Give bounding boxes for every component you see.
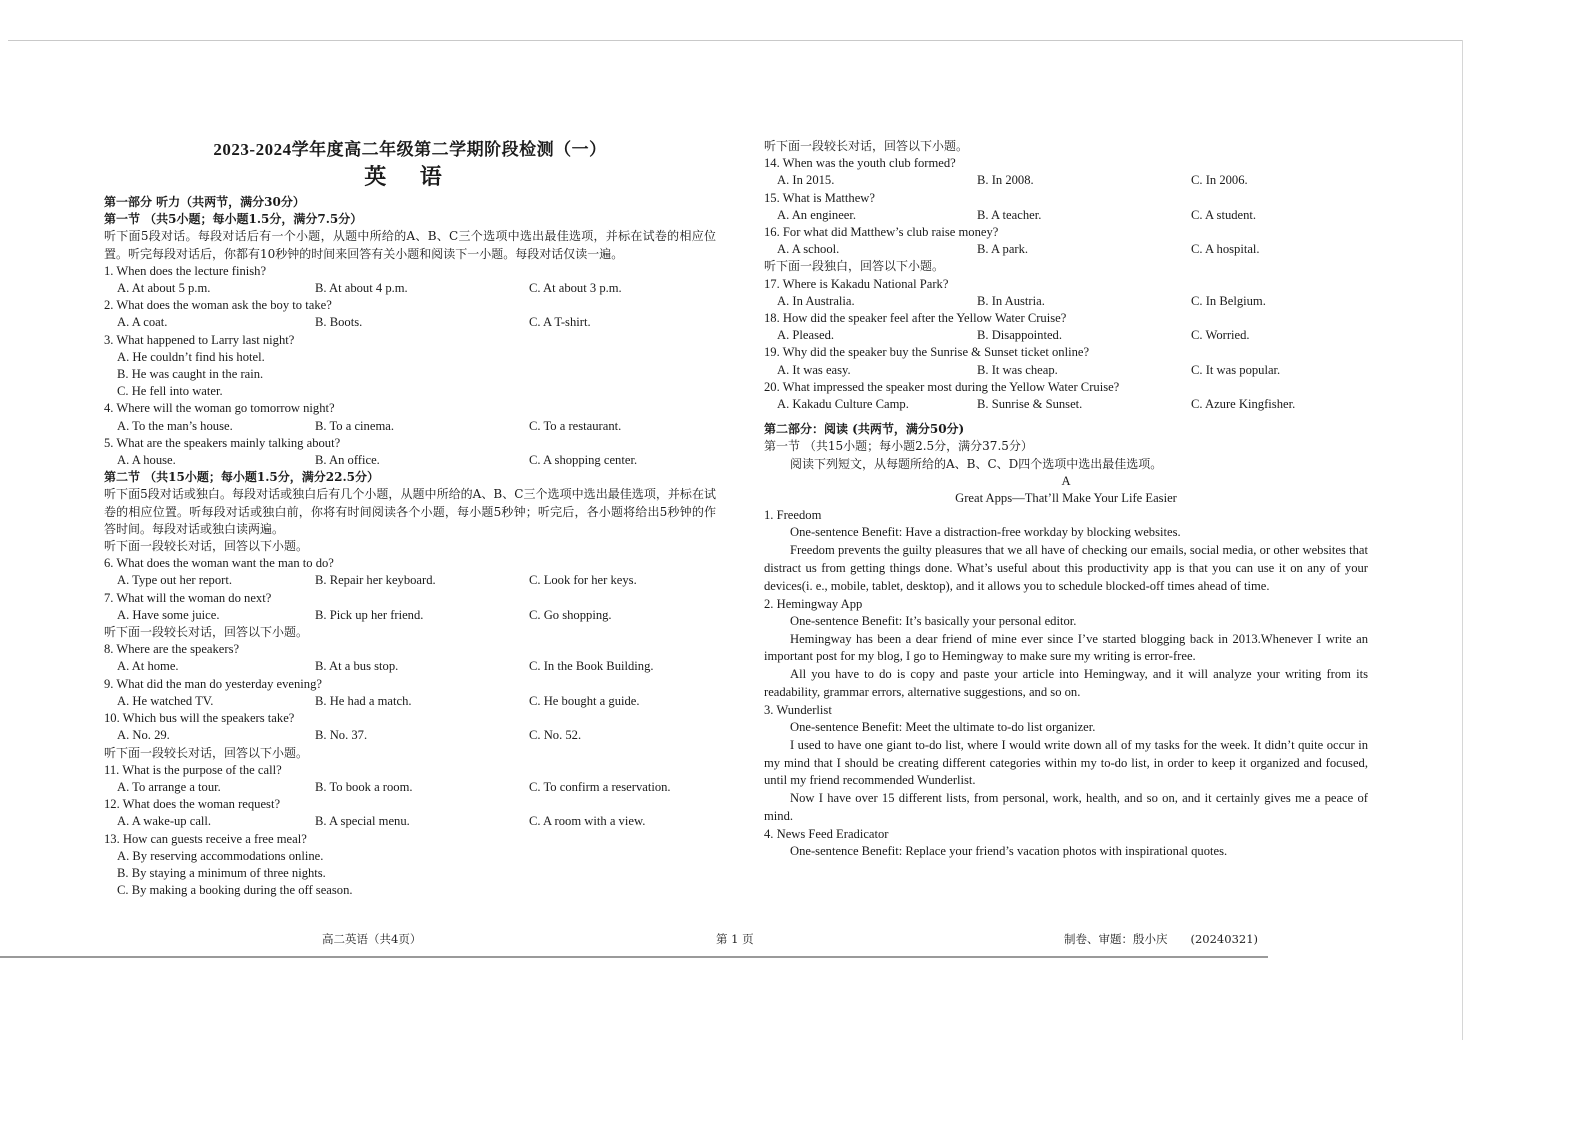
- options-18: [764, 327, 1368, 344]
- option-a: A. No. 29.: [117, 728, 170, 743]
- option-c: C. A room with a view.: [529, 814, 646, 829]
- options-11: [104, 779, 716, 796]
- option-b: B. A special menu.: [315, 814, 410, 829]
- footer-right: 制卷、审题：殷小庆 (20240321): [1064, 932, 1259, 946]
- paragraph: All you have to do is copy and paste your article into Hemingway, and it will analyze your writing from its readability, grammar errors, alternative suggestions, and so on.: [764, 667, 1368, 700]
- options-6: [104, 572, 716, 589]
- option-c: C. No. 52.: [529, 728, 582, 743]
- question-11: 11. What is the purpose of the call?: [104, 762, 282, 777]
- question-9: 9. What did the man do yesterday evening?: [104, 676, 322, 691]
- option-a: A. Type out her report.: [117, 573, 232, 588]
- footer-left: 高二英语（共4页）: [322, 932, 422, 946]
- option-a: A. A wake-up call.: [117, 814, 212, 829]
- option-a: A. An engineer.: [777, 207, 857, 222]
- paper-edge-top: [8, 40, 1463, 41]
- question-5: 5. What are the speakers mainly talking about?: [104, 435, 341, 450]
- option-a: A. To arrange a tour.: [117, 779, 221, 794]
- option-c: C. Worried.: [1191, 328, 1250, 343]
- option-b: B. At a bus stop.: [315, 659, 399, 674]
- options-20: [764, 396, 1368, 413]
- app-benefit-2: One-sentence Benefit: It’s basically your personal editor.: [790, 613, 1077, 628]
- option-b: B. Repair her keyboard.: [315, 573, 436, 588]
- option-a: A. To the man’s house.: [117, 418, 233, 433]
- option-c: C. A student.: [1191, 207, 1257, 222]
- question-13: 13. How can guests receive a free meal?: [104, 831, 307, 846]
- option-c: C. At about 3 p.m.: [529, 281, 622, 296]
- option-b: B. Sunrise & Sunset.: [977, 397, 1083, 412]
- option-b: B. In Austria.: [977, 293, 1045, 308]
- part-heading: 第一部分 听力（共两节，满分30分）: [104, 195, 305, 209]
- option-c: C. A hospital.: [1191, 242, 1260, 257]
- option-c: C. A shopping center.: [529, 453, 638, 468]
- section-heading: 第一节 （共15小题；每小题2.5分，满分37.5分）: [764, 439, 1033, 454]
- option-b: B. Boots.: [315, 315, 363, 330]
- question-20: 20. What impressed the speaker most during the Yellow Water Cruise?: [764, 379, 1120, 394]
- app-heading-4: 4. News Feed Eradicator: [764, 826, 889, 841]
- options-5: [104, 452, 716, 469]
- question-10: 10. Which bus will the speakers take?: [104, 711, 295, 726]
- paper-edge-right: [1462, 40, 1463, 1040]
- option-b: B. To book a room.: [315, 779, 413, 794]
- passage-letter: A: [1061, 473, 1071, 488]
- footer-page-number: 第 1 页: [716, 932, 754, 946]
- app-heading-3: 3. Wunderlist: [764, 702, 832, 717]
- question-3: 3. What happened to Larry last night?: [104, 332, 295, 347]
- paragraph: Freedom prevents the guilty pleasures that we all have of checking our emails, social media, or other websites that distract us from getting things done. What’s useful about this productivity app is that you can use it on any of your devices(i. e., mobile, tablet, desktop), and it allows you to schedule blocked-off times ahead of time.: [764, 543, 1368, 593]
- right-column: [764, 138, 1368, 861]
- option-b: B. By staying a minimum of three nights.: [117, 865, 326, 880]
- instructions: 阅读下列短文，从每题所给的A、B、C、D四个选项中选出最佳选项。: [790, 456, 1163, 471]
- option-c: C. Look for her keys.: [529, 573, 637, 588]
- option-b: B. He had a match.: [315, 693, 412, 708]
- instructions: 听下面5段对话。每段对话后有一个小题，从题中所给的A、B、C三个选项中选出最佳选项，并标在试卷的相应位置。听完每段对话后，你都有10秒钟的时间来回答有关小题和阅读下一小题。每段对话仅读一遍。: [104, 229, 716, 261]
- options-12: [104, 813, 716, 830]
- left-column: [104, 138, 716, 899]
- option-a: A. At about 5 p.m.: [117, 281, 211, 296]
- option-b: B. It was cheap.: [977, 362, 1058, 377]
- question-8: 8. Where are the speakers?: [104, 642, 240, 657]
- question-7: 7. What will the woman do next?: [104, 590, 272, 605]
- options-2: [104, 314, 716, 331]
- option-b: B. He was caught in the rain.: [117, 367, 264, 382]
- section-heading: 第二节 （共15小题；每小题1.5分，满分22.5分）: [104, 470, 379, 485]
- option-c: C. To confirm a reservation.: [529, 779, 671, 794]
- option-c: C. Azure Kingfisher.: [1191, 397, 1296, 412]
- option-a: A. In Australia.: [777, 293, 855, 308]
- section-heading: 第一节 （共5小题；每小题1.5分，满分7.5分）: [104, 212, 363, 227]
- instructions: 听下面5段对话或独白。每段对话或独白后有几个小题，从题中所给的A、B、C三个选项中选出最佳选项，并标在试卷的相应位置。听每段对话或独白前，你将有时间阅读各个小题，每小题5秒钟；听完后，各小题将给出5秒钟的作答时间。每段对话或独白读两遍。: [104, 487, 716, 536]
- paragraph: Hemingway has been a dear friend of mine ever since I’ve started blogging back in 2013.Whenever I write an important post for my blog, I go to Hemingway to make sure my writing is error-free.: [764, 631, 1368, 664]
- question-16: 16. For what did Matthew’s club raise money?: [764, 225, 999, 240]
- question-2: 2. What does the woman ask the boy to take?: [104, 298, 332, 313]
- app-benefit-3: One-sentence Benefit: Meet the ultimate to-do list organizer.: [790, 720, 1096, 735]
- spacer: [764, 413, 1368, 421]
- option-c: C. In 2006.: [1191, 173, 1248, 188]
- options-9: [104, 693, 716, 710]
- option-c: C. He fell into water.: [117, 384, 223, 399]
- listening-cue: 听下面一段较长对话，回答以下小题。: [104, 539, 309, 554]
- option-c: C. Go shopping.: [529, 607, 612, 622]
- listening-cue: 听下面一段独白，回答以下小题。: [764, 259, 945, 274]
- option-a: A. A house.: [117, 453, 176, 468]
- option-c: C. He bought a guide.: [529, 693, 640, 708]
- app-benefit-4: One-sentence Benefit: Replace your friend’s vacation photos with inspirational quotes.: [790, 844, 1228, 859]
- options-8: [104, 658, 716, 675]
- part-heading: 第二部分：阅读 (共两节，满分50分): [764, 422, 965, 437]
- option-b: B. No. 37.: [315, 728, 368, 743]
- app-heading-1: 1. Freedom: [764, 508, 822, 523]
- question-4: 4. Where will the woman go tomorrow night?: [104, 401, 335, 416]
- option-c: C. A T-shirt.: [529, 315, 591, 330]
- listening-cue: 听下面一段较长对话，回答以下小题。: [104, 625, 309, 640]
- passage-title: Great Apps—That’ll Make Your Life Easier: [955, 491, 1177, 506]
- option-b: B. A park.: [977, 242, 1029, 257]
- question-17: 17. Where is Kakadu National Park?: [764, 276, 949, 291]
- option-b: B. Disappointed.: [977, 328, 1063, 343]
- option-a: A. A school.: [777, 242, 840, 257]
- option-a: A. He watched TV.: [117, 693, 214, 708]
- options-4: [104, 418, 716, 435]
- option-b: B. In 2008.: [977, 173, 1034, 188]
- app-heading-2: 2. Hemingway App: [764, 596, 863, 611]
- paragraph: I used to have one giant to-do list, where I would write down all of my tasks for the week. It didn’t quite occur in my mind that I should be creating different categories within my to-do list, in order to keep it organized and focused, until my friend recommended Wunderlist.: [764, 737, 1368, 788]
- option-a: A. A coat.: [117, 315, 168, 330]
- option-a: A. By reserving accommodations online.: [117, 848, 324, 863]
- question-14: 14. When was the youth club formed?: [764, 156, 956, 171]
- option-a: A. It was easy.: [777, 362, 851, 377]
- question-19: 19. Why did the speaker buy the Sunrise & Sunset ticket online?: [764, 345, 1090, 360]
- options-10: [104, 727, 716, 744]
- option-b: B. To a cinema.: [315, 418, 394, 433]
- question-15: 15. What is Matthew?: [764, 190, 875, 205]
- option-c: C. By making a booking during the off season.: [117, 883, 353, 898]
- options-1: [104, 280, 716, 297]
- option-a: A. In 2015.: [777, 173, 835, 188]
- options-7: [104, 607, 716, 624]
- option-a: A. Kakadu Culture Camp.: [777, 397, 909, 412]
- app-benefit-1: One-sentence Benefit: Have a distraction-free workday by blocking websites.: [790, 525, 1181, 540]
- options-19: [764, 362, 1368, 379]
- option-b: B. An office.: [315, 453, 380, 468]
- exam-title: 2023-2024学年度高二年级第二学期阶段检测（一）: [213, 140, 607, 159]
- option-a: A. At home.: [117, 659, 179, 674]
- options-16: [764, 241, 1368, 258]
- subject-title: 英 语: [364, 164, 456, 189]
- option-b: B. Pick up her friend.: [315, 607, 424, 622]
- options-17: [764, 293, 1368, 310]
- option-c: C. In Belgium.: [1191, 293, 1266, 308]
- paper-edge-bottom: [0, 956, 1268, 958]
- option-c: C. It was popular.: [1191, 362, 1281, 377]
- listening-cue: 听下面一段较长对话，回答以下小题。: [764, 139, 969, 153]
- question-18: 18. How did the speaker feel after the Yellow Water Cruise?: [764, 311, 1067, 326]
- options-15: [764, 207, 1368, 224]
- option-a: A. Have some juice.: [117, 607, 220, 622]
- option-b: B. At about 4 p.m.: [315, 281, 408, 296]
- option-b: B. A teacher.: [977, 207, 1042, 222]
- options-14: [764, 172, 1368, 189]
- listening-cue: 听下面一段较长对话，回答以下小题。: [104, 745, 309, 760]
- question-12: 12. What does the woman request?: [104, 797, 281, 812]
- option-a: A. He couldn’t find his hotel.: [117, 349, 265, 364]
- option-a: A. Pleased.: [777, 328, 835, 343]
- question-6: 6. What does the woman want the man to do?: [104, 556, 334, 571]
- option-c: C. To a restaurant.: [529, 418, 622, 433]
- paragraph: Now I have over 15 different lists, from personal, work, health, and so on, and it certainly gives me a peace of mind.: [764, 791, 1368, 824]
- option-c: C. In the Book Building.: [529, 659, 654, 674]
- question-1: 1. When does the lecture finish?: [104, 263, 267, 278]
